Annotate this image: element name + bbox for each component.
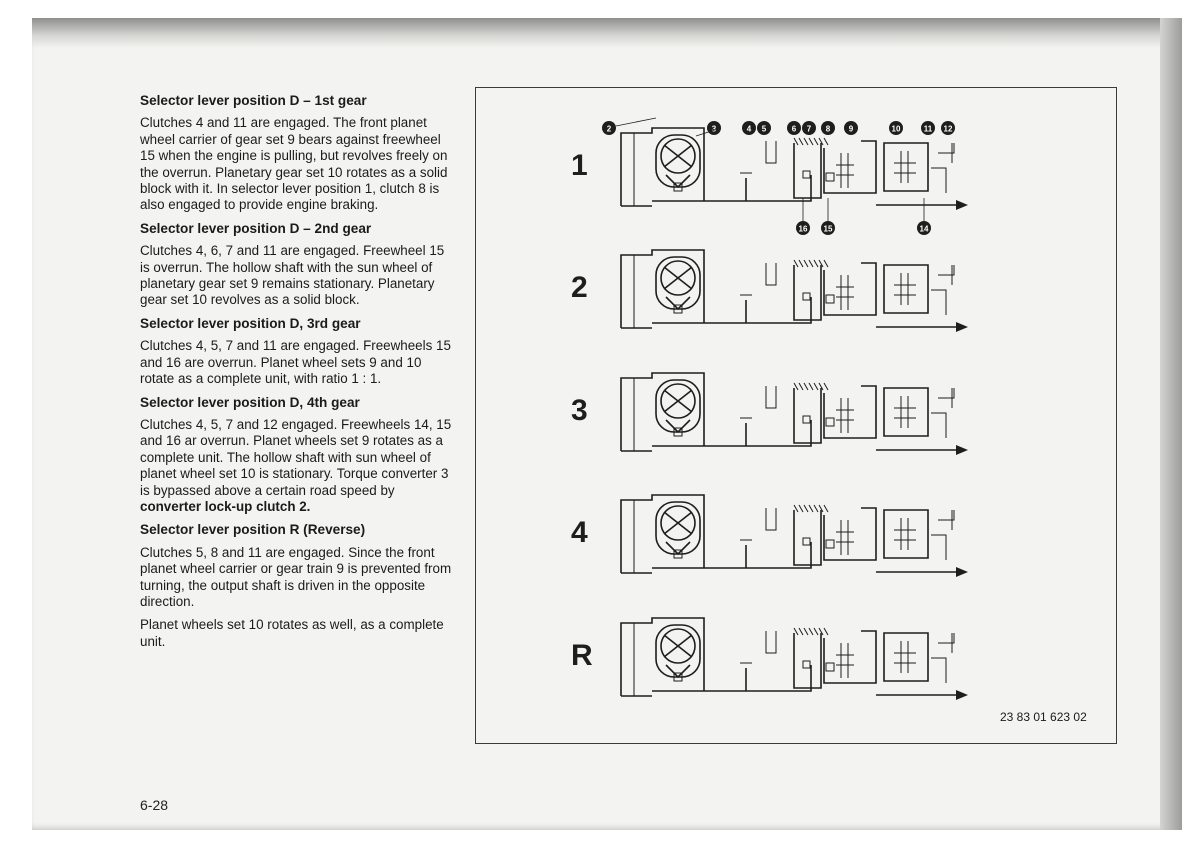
callout-number: 2 [606, 124, 612, 134]
gear-diagram-row [571, 128, 968, 210]
transmission-diagram [475, 87, 1117, 744]
freewheel-15 [826, 173, 834, 181]
freewheel-15 [826, 663, 834, 671]
clutch-11-12 [931, 143, 954, 193]
freewheel-15 [826, 540, 834, 548]
clutch-11-12 [931, 388, 954, 438]
text-column [140, 93, 452, 657]
gear-diagram-row [571, 250, 968, 332]
planet-gears-9 [836, 153, 854, 188]
section-heading: Selector lever position D, 4th gear [140, 394, 360, 410]
hatch-mark [814, 505, 818, 512]
gear-label: 1 [571, 149, 588, 182]
callout-number: 6 [791, 124, 797, 134]
hatch-mark [824, 505, 828, 512]
scan-shadow-top [32, 18, 1170, 48]
diagram-svg [476, 88, 1116, 743]
clutch-11-12 [931, 510, 954, 560]
gear-label: 4 [571, 516, 588, 549]
freewheel-16 [803, 171, 810, 178]
hatch-mark [809, 505, 813, 512]
section-reverse [140, 522, 452, 610]
closing-paragraph: Planet wheels set 10 rotates as well, as a complete unit. [140, 617, 444, 649]
section-body [140, 417, 452, 515]
converter-blades [664, 512, 692, 554]
gear-diagram-row [571, 373, 968, 455]
callout-number: 8 [825, 124, 831, 134]
hatch-mark [824, 628, 828, 635]
torque-converter [656, 257, 700, 309]
section-heading: Selector lever position D, 3rd gear [140, 315, 361, 331]
section-heading: Selector lever position R (Reverse) [140, 522, 366, 538]
section-heading: Selector lever position D – 2nd gear [140, 220, 372, 236]
planet-gears-9 [836, 398, 854, 433]
hatch-mark [804, 260, 808, 267]
callout-number: 15 [823, 224, 833, 234]
gear-label: 3 [571, 394, 588, 427]
hatch-mark [814, 138, 818, 145]
output-arrow [956, 322, 968, 332]
gear-diagram-row [571, 495, 968, 577]
input-shaft [652, 297, 811, 323]
section-body: Clutches 5, 8 and 11 are engaged. Since the front planet wheel carrier or gear train 9 is prevented from turning, the output shaft is driven in the opposite direction. [140, 544, 452, 609]
reference-code: 23 83 01 623 02 [1000, 710, 1087, 724]
freewheel-16 [803, 661, 810, 668]
hatch-mark [804, 383, 808, 390]
planet-gears-10 [894, 396, 916, 428]
planetary-set-10 [884, 633, 928, 681]
section-body: Clutches 4 and 11 are engaged. The front planet wheel carrier of gear set 9 bears against freewheel 15 when the engine is pulling, but revolves freely on the overrun. Planetary gear set 10 rotates as a solid block with it. In selector lever position 1, clutch 8 is also engaged to provide engine braking. [140, 115, 448, 213]
planet-gears-10 [894, 151, 916, 183]
hatch-mark [814, 260, 818, 267]
hatch-mark [799, 628, 803, 635]
torque-converter [656, 135, 700, 187]
hatch-mark [799, 138, 803, 145]
planetary-set-9 [824, 508, 876, 560]
page-number: 6-28 [140, 797, 169, 813]
converter-blades [664, 267, 692, 309]
hatch-mark [804, 138, 808, 145]
hatch-mark [824, 138, 828, 145]
callout-number: 5 [761, 124, 767, 134]
clutch-11-12 [931, 633, 954, 683]
hatch-mark [809, 138, 813, 145]
clutch-4-5 [740, 386, 776, 418]
input-shaft [652, 542, 811, 568]
freewheel-15 [826, 295, 834, 303]
planet-gears-10 [894, 641, 916, 673]
output-arrow [956, 445, 968, 455]
planetary-set-9 [824, 263, 876, 315]
output-arrow [956, 567, 968, 577]
clutch-11-12 [931, 265, 954, 315]
planet-gears-9 [836, 643, 854, 678]
planetary-set-10 [884, 265, 928, 313]
callout-number: 12 [943, 124, 953, 134]
torque-converter [656, 380, 700, 432]
planetary-set-9 [824, 631, 876, 683]
input-shaft [652, 175, 811, 201]
clutch-4-5 [740, 508, 776, 540]
hatch-mark [799, 260, 803, 267]
hatch-mark [824, 383, 828, 390]
section-2nd-gear [140, 221, 452, 309]
callout-number: 10 [891, 124, 901, 134]
clutch-4-5 [740, 631, 776, 663]
converter-blades [664, 635, 692, 677]
callout-number: 14 [919, 224, 929, 234]
freewheel-16 [803, 538, 810, 545]
section-4th-gear [140, 395, 452, 516]
callout-number: 11 [923, 124, 933, 134]
section-1st-gear [140, 93, 452, 214]
scan-shadow-right [1160, 18, 1182, 830]
torque-converter [656, 625, 700, 677]
planet-gears-10 [894, 273, 916, 305]
section-3rd-gear [140, 316, 452, 388]
callout-number: 9 [848, 124, 854, 134]
emphasis-text: converter lock-up clutch 2. [140, 498, 311, 514]
output-arrow [956, 690, 968, 700]
planet-gears-9 [836, 520, 854, 555]
gear-label: 2 [571, 271, 588, 304]
gear-diagram-row [571, 618, 968, 700]
planetary-set-10 [884, 388, 928, 436]
callout-number: 7 [806, 124, 812, 134]
hatch-mark [804, 505, 808, 512]
freewheel-16 [803, 416, 810, 423]
section-body: Clutches 4, 6, 7 and 11 are engaged. Freewheel 15 is overrun. The hollow shaft with the sun wheel of planetary gear set 9 remains stationary. Planetary gear set 10 revolves as a solid block. [140, 243, 445, 308]
planet-gears-9 [836, 275, 854, 310]
freewheel-16 [803, 293, 810, 300]
converter-blades [664, 390, 692, 432]
hatch-mark [809, 383, 813, 390]
hatch-mark [799, 383, 803, 390]
planet-gears-10 [894, 518, 916, 550]
clutch-4-5 [740, 263, 776, 295]
callout-number: 4 [746, 124, 752, 134]
section-heading: Selector lever position D – 1st gear [140, 93, 367, 108]
planetary-set-9 [824, 141, 876, 193]
planetary-set-10 [884, 143, 928, 191]
hatch-mark [809, 260, 813, 267]
hatch-mark [824, 260, 828, 267]
planetary-set-10 [884, 510, 928, 558]
hatch-mark [814, 383, 818, 390]
input-shaft [652, 665, 811, 691]
callout-leader-lines [616, 118, 924, 222]
converter-blades [664, 145, 692, 187]
hatch-mark [814, 628, 818, 635]
gear-label: R [571, 639, 593, 672]
freewheel-15 [826, 418, 834, 426]
callout-number: 3 [711, 124, 717, 134]
section-body-text: Clutches 4, 5, 7 and 12 engaged. Freewheels 14, 15 and 16 ar overrun. Planet wheels set 9 rotates as a complete unit. The hollow shaft with sun wheel of planet wheel set 10 is stationary. Torque converter 3 is bypassed above a certain road speed by [140, 416, 452, 498]
planetary-set-9 [824, 386, 876, 438]
output-arrow [956, 200, 968, 210]
clutch-4-5 [740, 141, 776, 173]
hatch-mark [804, 628, 808, 635]
torque-converter [656, 502, 700, 554]
hatch-mark [799, 505, 803, 512]
section-body: Clutches 4, 5, 7 and 11 are engaged. Freewheels 15 and 16 are overrun. Planet wheel sets 9 and 10 rotate as a complete unit, with ratio 1 : 1. [140, 338, 451, 387]
input-shaft [652, 420, 811, 446]
hatch-mark [809, 628, 813, 635]
callout-number: 16 [798, 224, 808, 234]
